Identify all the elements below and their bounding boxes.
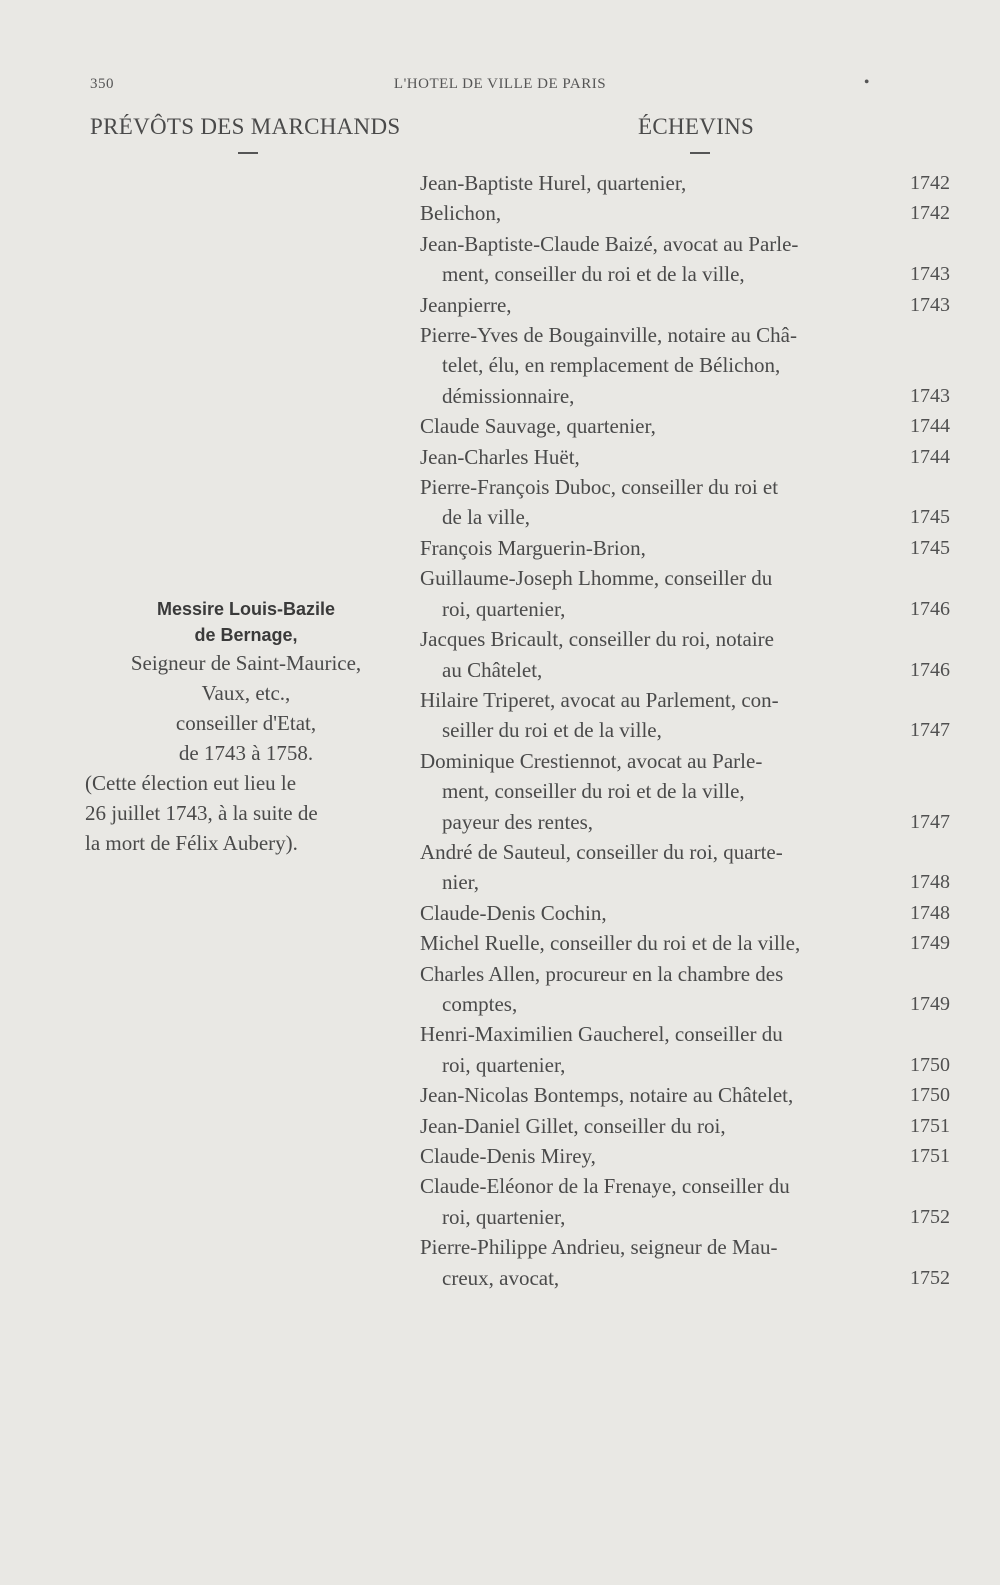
echevin-entry — [420, 928, 950, 958]
echevin-text-line: Claude-Denis Cochin, — [420, 900, 607, 925]
echevin-year: 1749 — [910, 992, 950, 1015]
echevin-entry — [420, 1141, 950, 1171]
echevin-text-line: ment, conseiller du roi et de la ville, — [442, 779, 745, 804]
echevin-entry — [420, 1080, 950, 1110]
echevin-text-line: Claude Sauvage, quartenier, — [420, 414, 656, 439]
prevot-name-line: de Bernage, — [194, 625, 298, 645]
echevin-entry — [420, 837, 950, 898]
echevin-year: 1743 — [910, 263, 950, 286]
echevin-text-line: Claude-Eléonor de la Frenaye, conseiller du — [420, 1174, 790, 1199]
echevin-entry — [420, 533, 950, 563]
echevin-year: 1750 — [910, 1084, 950, 1107]
echevin-text-line: Jean-Baptiste-Claude Baizé, avocat au Parle- — [420, 231, 799, 256]
echevin-text-line: seiller du roi et de la ville, — [442, 718, 662, 743]
echevin-text-line: Dominique Crestiennot, avocat au Parle- — [420, 748, 763, 773]
prevot-title-line: Vaux, etc., — [201, 681, 291, 705]
echevin-entry — [420, 1111, 950, 1141]
echevin-year: 1751 — [910, 1114, 950, 1137]
prevot-title-line: conseiller d'Etat, — [175, 711, 317, 735]
echevins-heading-rule — [690, 152, 710, 154]
prevot-title-line: Seigneur de Saint-Maurice, — [130, 651, 362, 675]
echevin-entry — [420, 472, 950, 533]
echevin-year: 1749 — [910, 932, 950, 955]
echevin-text-line: de la ville, — [442, 505, 531, 530]
prevot-note-line: 26 juillet 1743, à la suite de — [85, 801, 318, 825]
echevin-year: 1744 — [910, 445, 950, 468]
running-title: L'HOTEL DE VILLE DE PARIS — [393, 76, 607, 92]
echevin-text-line: Jean-Charles Huët, — [420, 444, 580, 469]
echevin-year: 1751 — [910, 1145, 950, 1167]
echevin-text-line: Jean-Daniel Gillet, conseiller du roi, — [420, 1113, 726, 1138]
echevin-text-line: comptes, — [442, 991, 518, 1016]
echevin-text-line: ment, conseiller du roi et de la ville, — [442, 262, 745, 287]
prevots-heading: PRÉVÔTS DES MARCHANDS — [90, 114, 401, 139]
echevin-text-line: Charles Allen, procureur en la chambre des — [420, 961, 784, 986]
echevin-text-line: François Marguerin-Brion, — [420, 535, 646, 560]
echevin-year: 1743 — [910, 293, 950, 316]
echevin-entry — [420, 290, 950, 320]
echevin-entry — [420, 229, 950, 290]
echevin-year: 1745 — [910, 506, 950, 529]
echevin-text-line: Guillaume-Joseph Lhomme, conseiller du — [420, 566, 773, 591]
echevin-entry — [420, 411, 950, 441]
echevin-entry — [420, 320, 950, 411]
prevot-entry — [85, 596, 407, 858]
echevin-entry — [420, 959, 950, 1020]
echevin-text-line: Belichon, — [420, 201, 502, 226]
echevin-entry — [420, 898, 950, 928]
echevin-entry — [420, 1019, 950, 1080]
echevin-year: 1744 — [910, 415, 950, 438]
echevin-text-line: Pierre-Philippe Andrieu, seigneur de Mau- — [420, 1235, 778, 1260]
echevin-text-line: roi, quartenier, — [442, 1052, 566, 1077]
echevin-text-line: au Châtelet, — [442, 657, 543, 682]
echevin-text-line: Jean-Nicolas Bontemps, notaire au Châtelet, — [420, 1083, 794, 1108]
echevin-entry — [420, 442, 950, 472]
echevin-text-line: roi, quartenier, — [442, 596, 566, 621]
echevin-entry — [420, 198, 950, 228]
echevin-text-line: André de Sauteul, conseiller du roi, quarte- — [420, 839, 783, 864]
echevin-entry — [420, 685, 950, 746]
echevin-year: 1752 — [910, 1266, 950, 1289]
echevin-year: 1747 — [910, 810, 950, 833]
echevin-text-line: roi, quartenier, — [442, 1204, 566, 1229]
echevin-text-line: démissionnaire, — [442, 383, 575, 408]
echevin-year: 1752 — [910, 1205, 950, 1228]
echevin-year: 1742 — [910, 172, 950, 194]
echevin-year: 1746 — [910, 597, 950, 620]
echevin-year: 1748 — [910, 901, 950, 924]
echevin-text-line: Henri-Maximilien Gaucherel, conseiller du — [420, 1022, 783, 1047]
echevin-text-line: Jacques Bricault, conseiller du roi, notaire — [420, 627, 774, 652]
echevin-year: 1747 — [910, 719, 950, 742]
running-head — [90, 76, 910, 98]
echevin-text-line: telet, élu, en remplacement de Bélichon, — [442, 353, 781, 378]
echevin-entry — [420, 563, 950, 624]
echevin-text-line: Pierre-Yves de Bougainville, notaire au Châ- — [420, 323, 797, 348]
prevot-name-line: Messire Louis-Bazile — [156, 599, 336, 619]
echevin-year: 1743 — [910, 384, 950, 407]
echevin-entry — [420, 1171, 950, 1232]
page-number: 350 — [90, 76, 114, 92]
prevot-note-line: (Cette élection eut lieu le — [85, 771, 297, 795]
echevin-entry — [420, 168, 950, 198]
echevin-text-line: nier, — [442, 870, 480, 895]
ink-mark: • — [863, 74, 870, 91]
echevin-entry — [420, 624, 950, 685]
echevin-entry — [420, 1232, 950, 1293]
echevin-year: 1750 — [910, 1053, 950, 1076]
echevin-year: 1742 — [910, 202, 950, 225]
echevin-text-line: Claude-Denis Mirey, — [420, 1144, 596, 1168]
echevin-text-line: Pierre-François Duboc, conseiller du roi et — [420, 475, 779, 500]
echevin-text-line: Jean-Baptiste Hurel, quartenier, — [420, 171, 687, 195]
echevin-text-line: Hilaire Triperet, avocat au Parlement, con- — [420, 687, 779, 712]
echevin-year: 1746 — [910, 658, 950, 681]
echevin-year: 1748 — [910, 871, 950, 894]
prevot-term-line: de 1743 à 1758. — [178, 741, 314, 765]
echevin-entry — [420, 746, 950, 837]
echevins-list — [420, 168, 950, 1293]
echevin-text-line: Jeanpierre, — [420, 292, 512, 317]
echevins-heading: ÉCHEVINS — [638, 114, 755, 139]
echevin-text-line: creux, avocat, — [442, 1265, 560, 1290]
prevot-note-line: la mort de Félix Aubery). — [85, 831, 298, 855]
echevin-year: 1745 — [910, 536, 950, 559]
echevin-text-line: Michel Ruelle, conseiller du roi et de la ville, — [420, 931, 801, 956]
echevin-text-line: payeur des rentes, — [442, 809, 594, 834]
prevots-heading-rule — [238, 152, 258, 154]
